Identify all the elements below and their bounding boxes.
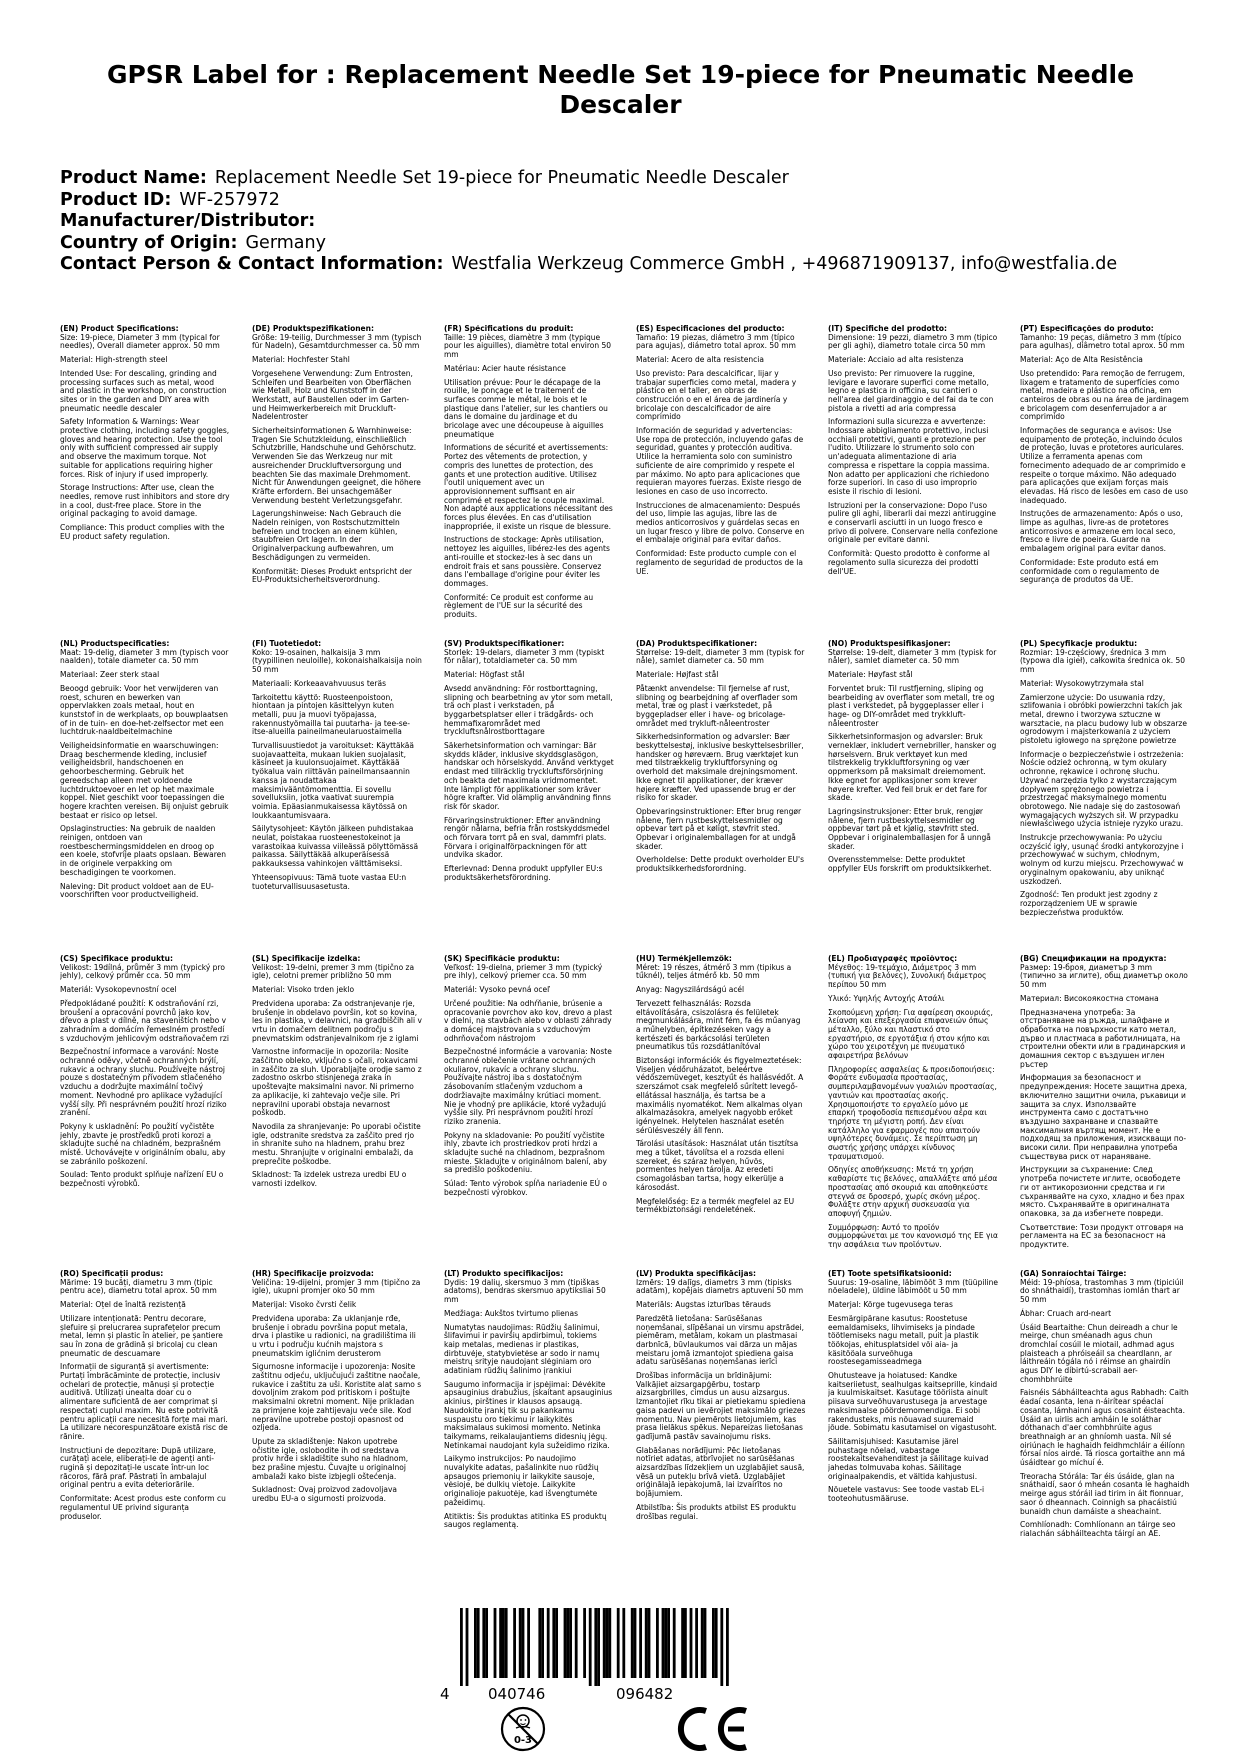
spec-heading: (RO) Specificații produs: xyxy=(60,1270,164,1278)
spec-paragraph: Dydis: 19 dalių, skersmuo 3 mm (tipiškas adatoms), bendras skersmuo apytiksliai 50 mm xyxy=(444,1277,606,1305)
spec-paragraph: Méid: 19-phíosa, trastomhas 3 mm (tipiciúil do shnáthaidí), trastomhas iomlán thart ar 50 mm xyxy=(1020,1277,1184,1305)
spec-paragraph: Materijal: Visoko čvrsti čelik xyxy=(252,1300,357,1310)
spec-paragraph: Anyag: Nagyszilárdságú acél xyxy=(636,985,745,995)
spec-paragraph: Atitiktis: Šis produktas atitinka ES produktų saugos reglamentą. xyxy=(444,1511,607,1530)
spec-column xyxy=(252,640,422,922)
spec-column xyxy=(60,1270,230,1544)
barcode-bar xyxy=(667,1608,670,1678)
spec-column xyxy=(252,955,422,1255)
spec-paragraph: Utilisation prévue: Pour le décapage de la rouille, le ponçage et le traitement de surfaces comme le métal, le bois et le plastique dans l'atelier, sur les chantiers ou dans le domaine du jardinage et du bricolage avec une découpeuse à aiguilles pneumatique xyxy=(444,377,608,439)
spec-paragraph: Materiał: Wysokowytrzymała stal xyxy=(1020,678,1144,688)
spec-paragraph: Conformité: Ce produit est conforme au règlement de l'UE sur la sécurité des produits. xyxy=(444,592,594,620)
barcode-bar xyxy=(701,1608,704,1678)
spec-paragraph: Μέγεθος: 19-τεμάχιο, Διάμετρος 3 mm (τυπική για βελόνες), Συνολική διάμετρος περίπου 50 mm xyxy=(828,962,987,990)
barcode-bar xyxy=(466,1608,469,1686)
spec-column xyxy=(636,1270,806,1544)
product-id-value: WF-257972 xyxy=(179,189,280,210)
barcode-bars xyxy=(460,1608,740,1688)
spec-paragraph: Tamaño: 19 piezas, diámetro 3 mm (típico para agujas), diámetro total aprox. 50 mm xyxy=(636,332,796,351)
manufacturer-row xyxy=(60,211,1190,233)
barcode-bar xyxy=(485,1608,488,1678)
spec-paragraph: Ábhar: Cruach ard-neart xyxy=(1020,1308,1112,1318)
spec-paragraph: Informazioni sulla sicurezza e avvertenze: Indossare abbigliamento protettivo, inclusi occhiali protettivi, guanti e protezione per l'udito. Utilizzare lo strumento solo con un'adeguata alimentazione di aria compressa e rispettare la coppia massima. Non adatto per applicazioni che richiedono forze superiori. In caso di uso improprio esiste il rischio di lesioni. xyxy=(828,417,990,496)
ean-barcode xyxy=(440,1608,750,1703)
contact-value: Westfalia Werkzeug Commerce GmbH , +496871909137, info@westfalia.de xyxy=(451,254,1118,274)
barcode-bar xyxy=(690,1608,693,1678)
spec-paragraph: Material: Oțel de înaltă rezistență xyxy=(60,1300,186,1310)
spec-column xyxy=(252,325,422,625)
spec-paragraph: Materiāls: Augstas izturības tērauds xyxy=(636,1300,771,1310)
barcode-bar xyxy=(474,1608,477,1678)
spec-column xyxy=(636,640,806,922)
spec-paragraph: Materiale: Acciaio ad alta resistenza xyxy=(828,355,964,365)
spec-paragraph: Säilitamisjuhised: Kasutamise järel puhastage nõelad, vabastage roostekaitsevahenditest ja säilitage kuivad jahedas tolmuvaba kohas. Säilitage originaalpakendis, et vältida kahjustusi. xyxy=(828,1436,989,1481)
spec-paragraph: Materiál: Vysoko pevná oceľ xyxy=(444,985,550,995)
spec-paragraph: Materiale: Høyfast stål xyxy=(828,670,913,680)
spec-paragraph: Intended Use: For descaling, grinding and processing surfaces such as metal, wood and plastic in the workshop, on construction sites or in the garden and DIY area with pneumatic needle descaler xyxy=(60,368,227,413)
spec-paragraph: Faisnéis Sábháilteachta agus Rabhadh: Caith éadaí cosanta, lena n-áirítear spéaclaí cosanta, lámhainní agus cosaint éisteachta. Úsáid an uirlis ach amháin le soláthar dóthanach d'aer comhbhrúite agus breathnaigh ar an ghníomh uasta. Níl sé oiriúnach le haghaidh feidhmchláir a éilíonn fórsaí níos airde. Tá riosca gortaithe ann má úsáidtear go míchuí é. xyxy=(1020,1388,1189,1468)
spec-paragraph: Tamanho: 19 peças, diâmetro 3 mm (típico para agulhas), diâmetro total aprox. 50 mm xyxy=(1020,332,1185,351)
spec-heading: (IT) Specifiche del prodotto: xyxy=(828,325,947,333)
spec-heading: (EL) Προδιαγραφές προϊόντος: xyxy=(828,955,958,963)
spec-column xyxy=(1020,325,1190,625)
spec-paragraph: Forventet bruk: Til rustfjerning, sliping og bearbeiding av overflater som metall, tre og plast i verkstedet, på byggeplasser eller i hage- og DIY-området med trykkluft-nåleentroster xyxy=(828,683,995,728)
spec-column xyxy=(60,640,230,922)
spec-paragraph: Materjal: Kõrge tugevusega teras xyxy=(828,1300,953,1310)
spec-paragraph: Vorgesehene Verwendung: Zum Entrosten, Schleifen und Bearbeiten von Oberflächen wie Metall, Holz und Kunststoff in der Werkstatt, auf Baustellen oder im Garten- und Heimwerkerbereich mit Druckluft-Nadelentroster xyxy=(252,368,413,422)
spec-heading: (FI) Tuotetiedot: xyxy=(252,640,322,648)
spec-paragraph: Materiál: Vysokopevnostní ocel xyxy=(60,985,177,995)
spec-column xyxy=(828,955,998,1255)
spec-paragraph: Méret: 19 részes, átmérő 3 mm (tipikus a tűknél), teljes átmérő kb. 50 mm xyxy=(636,962,792,981)
spec-paragraph: Biztonsági információk és figyelmeztetések: Viseljen védőruházatot, beleértve védőszemüveget, kesztyűt és hallásvédőt. A szerszámot csak megfelelő sűrített levegő-ellátással használja, és tartsa be a maximális nyomatékot. Nem alkalmas olyan alkalmazásokra, amelyek nagyobb erőket igényelnek. Helytelen használat esetén sérülésveszély áll fenn. xyxy=(636,1056,804,1135)
country-row xyxy=(60,233,1190,255)
spec-paragraph: Veiligheidsinformatie en waarschuwingen: Draag beschermende kleding, inclusief veiligheidsbril, handschoenen en gehoorbescherming. Gebruik het gereedschap alleen met voldoende luchtdruktoevoer en let op het maximale koppel. Niet geschikt voor toepassingen die hogere krachten vereisen. Bij onjuist gebruik bestaat er risico op letsel. xyxy=(60,741,229,820)
spec-paragraph: Lagerungshinweise: Nach Gebrauch die Nadeln reinigen, von Rostschutzmitteln befreien und trocken an einem kühlen, staubfreien Ort lagern. In der Originalverpackung aufbewahren, um Beschädigungen zu vermeiden. xyxy=(252,509,402,562)
barcode-bar xyxy=(631,1608,634,1678)
spec-paragraph: Izmērs: 19 daļīgs, diametrs 3 mm (tipisks adatām), kopējais diametrs aptuveni 50 mm xyxy=(636,1277,804,1296)
spec-paragraph: Skladnost: Ta izdelek ustreza uredbi EU o varnosti izdelkov. xyxy=(252,1170,407,1189)
spec-paragraph: Инструкции за съхранение: След употреба почистете иглите, освободете ги от антикорозионни средства и ги съхранявайте на сухо, хладно и без прах място. Съхранявайте в оригиналната опаковка, за да избегнете повреди. xyxy=(1020,1165,1185,1218)
spec-paragraph: Maat: 19-delig, diameter 3 mm (typisch voor naalden), totale diameter ca. 50 mm xyxy=(60,647,229,666)
spec-paragraph: Súlad: Tento výrobok spĺňa nariadenie EÚ o bezpečnosti výrobkov. xyxy=(444,1179,607,1197)
spec-paragraph: Upute za skladištenje: Nakon upotrebe očistite igle, oslobodite ih od sredstava protiv hrđe i skladištite suho na hladnom, bez prašine mjestu. Čuvajte u originalnoj ambalaži kako biste izbjegli oštećenja. xyxy=(252,1436,409,1481)
spec-heading: (ES) Especificaciones del producto: xyxy=(636,325,785,333)
compliance-icons xyxy=(500,1706,760,1754)
barcode-bar xyxy=(684,1608,687,1678)
barcode-bar xyxy=(704,1608,707,1678)
contact-row xyxy=(60,254,1190,276)
spec-paragraph: Materiaali: Korkeaavahvuusus teräs xyxy=(252,678,386,688)
barcode-bar xyxy=(505,1608,508,1678)
barcode-group-2: 096482 xyxy=(616,1685,674,1703)
product-name-value: Replacement Needle Set 19-piece for Pneumatic Needle Descaler xyxy=(214,168,789,188)
spec-heading: (NO) Produktspesifikasjoner: xyxy=(828,640,951,648)
spec-heading: (NL) Productspecificaties: xyxy=(60,640,170,648)
spec-paragraph: Instrukcje przechowywania: Po użyciu oczyścić igły, usunąć środki antykorozyjne i przechowywać w suchym, chłodnym, wolnym od kurzu miejscu. Przechowywać w oryginalnym opakowaniu, aby uniknąć uszkodzeń. xyxy=(1020,833,1184,886)
spec-paragraph: Navodila za shranjevanje: Po uporabi očistite igle, odstranite sredstva za zaščito pred rjo in shranite suho na hladnem, prahu brez mestu. Shranjujte v originalni embalaži, da preprečite poškodbe. xyxy=(252,1121,421,1166)
spec-paragraph: Pokyny na skladovanie: Po použití vyčistite ihly, zbavte ich prostriedkov proti hrdzi a skladujte suché na chladnom, bezprašnom mieste. Skladujte v originálnom balení, aby sa predišlo poškodeniu. xyxy=(444,1130,607,1175)
spec-paragraph: Laikymo instrukcijos: Po naudojimo nuvalykite adatas, pašalinkite nuo rūdžių apsaugos priemonių ir laikykite sausoje, vėsioje, be dulkių vietoje. Laikykite originalioje pakuotėje, kad išvengtumėte pažeidimų. xyxy=(444,1454,599,1507)
spec-paragraph: Beoogd gebruik: Voor het verwijderen van roest, schuren en bewerken van oppervlakken zoals metaal, hout en kunststof in de werkplaats, op bouwplaatsen of in de tuin- en doe-het-zelfsector met een luchtdruk-naaldbeitelmachine xyxy=(60,683,228,737)
spec-paragraph: Size: 19-piece, Diameter 3 mm (typical for needles), Overall diameter approx. 50 mm xyxy=(60,332,220,351)
country-value: Germany xyxy=(245,232,326,253)
barcode-group-1: 040746 xyxy=(488,1685,546,1703)
spec-paragraph: Sikkerhetsinformasjon og advarsler: Bruk verneklær, inkludert vernebriller, hansker og hørselsvern. Bruk verktøyet kun med tilstrekkelig trykkluftforsyning og vær oppmerksom på maksimalt dreiemoment. Ikke egnet for applikasjoner som krever høyere krefter. Ved feil bruk er det fare for skade. xyxy=(828,732,997,803)
spec-paragraph: Bezpečnostní informace a varování: Noste ochranné oděvy, včetně ochranných brýlí, rukavic a ochrany sluchu. Používejte nástroj pouze s dostatečným přívodem stlačeného vzduchu a dodržujte maximální točivý moment. Nevhodné pro aplikace vyžadující vyšší síly. Při nesprávném použití hrozí riziko zranění. xyxy=(60,1047,227,1118)
spec-paragraph: Tárolási utasítások: Használat után tisztítsa meg a tűket, távolítsa el a rozsda elleni szereket, és száraz helyen, hűvös, pormentes helyen tárolja. Az eredeti csomagolásban tartsa, hogy elkerülje a károsodást. xyxy=(636,1139,799,1192)
spec-paragraph: Matériau: Acier haute résistance xyxy=(444,363,566,373)
spec-paragraph: Varnostne informacije in opozorila: Nosite zaščitno obleko, vključno s očali, rokavicami in zaščito za sluh. Uporabljajte orodje samo z zadostno oskrbo stisnjenega zraka in upoštevajte maksimalni navor. Ni primerno za aplikacije, ki zahtevajo večje sile. Pri nepravilni uporabi obstaja nevarnost poškodb. xyxy=(252,1047,422,1118)
barcode-bar xyxy=(502,1608,505,1678)
spec-paragraph: Informații de siguranță și avertismente: Purtați îmbrăcăminte de protecție, inclusiv ochelari de protecție, mănuși și protecție auditivă. Utilizați unealta doar cu o alimentare suficientă de aer comprimat și respectați cuplul maxim. Nu este potrivită pentru aplicații care necesită forțe mai mari. La utilizare necorespunzătoare există risc de rănire. xyxy=(60,1362,228,1441)
spec-paragraph: Velikost: 19dílná, průměr 3 mm (typický pro jehly), celkový průměr cca. 50 mm xyxy=(60,962,225,981)
spec-paragraph: Predvidena uporaba: Za odstranjevanje rje, brušenje in obdelavo površin, kot so kovina, les in plastika, v delavnici, na gradbiščih ali v vrtu in domačem delitnem področju s pnevmatskim odstranjevalnikom rje z iglami xyxy=(252,998,422,1043)
spec-paragraph: Tarkoitettu käyttö: Ruosteenpoistoon, hiontaan ja pintojen käsittelyyn kuten metalli, puu ja muovi työpajassa, rakennustyömailla tai puutarha- ja tee-se-itse-alueilla paineilmaneularuostaimella xyxy=(252,692,411,737)
spec-column xyxy=(252,1270,422,1544)
spec-paragraph: Turvallisuustiedot ja varoitukset: Käyttäkää suojavaatteita, mukaan lukien suojalasit, käsineet ja kuulonsuojaimet. Käyttäkää työkalua vain riittävän paineilmansaannin kanssa ja noudattakaa maksimivääntömomenttia. Ei sovellu sovelluksiin, jotka vaativat suurempia voimia. Epäasianmukaisessa käytössä on loukkaantumisvaara. xyxy=(252,741,415,820)
spec-heading: (ET) Toote spetsifikatsioonid: xyxy=(828,1270,952,1278)
spec-paragraph: Saugumo informacija ir įspėjimai: Dėvėkite apsauginius drabužius, įskaitant apsauginius akinius, pirštines ir klausos apsaugą. Naudokite įrankį tik su pakankamu suspaustu oro tiekimu ir laikykitės maksimalaus sukimosi momento. Netinka taikymams, reikalaujantiems didesnių jėgų. Netinkamai naudojant kyla sužeidimo rizika. xyxy=(444,1379,613,1450)
spec-paragraph: Σκοπούμενη χρήση: Για αφαίρεση σκουριάς, λείανση και επεξεργασία επιφανειών όπως μέταλλο, ξύλο και πλαστικό στο εργαστήριο, σε εργοτάξια ή στον κήπο και χώρο του χειροτέχνη με πνευματικό αφαιρετήρα βελόνων xyxy=(828,1007,993,1061)
spec-paragraph: Uso previsto: Per rimuovere la ruggine, levigare e lavorare superfici come metallo, legno e plastica in officina, su cantieri o nell'area del giardinaggio e del fai da te con pistola a rivetti ad aria compressa xyxy=(828,368,994,413)
spec-paragraph: Informacje o bezpieczeństwie i ostrzeżenia: Noście odzież ochronną, w tym okulary ochronne, rękawice i ochronę słuchu. Używać narzędzia tylko z wystarczającym dopływem sprężonego powietrza i przestrzegać maksymalnego momentu obrotowego. Nie nadaje się do zastosowań wymagających wyższych sił. W przypadku niewłaściwego użycia istnieje ryzyko urazu. xyxy=(1020,749,1184,829)
spec-paragraph: Veličina: 19-dijelni, promjer 3 mm (tipično za igle), ukupni promjer oko 50 mm xyxy=(252,1277,421,1296)
spec-paragraph: Información de seguridad y advertencias: Use ropa de protección, incluyendo gafas de seguridad, guantes y protección auditiva. Utilice la herramienta solo con suministro suficiente de aire comprimido y respete el par máximo. No apto para aplicaciones que requieran mayores fuerzas. Existe riesgo de lesiones en caso de uso incorrecto. xyxy=(636,426,804,496)
barcode-bar xyxy=(519,1608,522,1678)
spec-paragraph: Instruções de armazenamento: Após o uso, limpe as agulhas, livre-as de protetores anticorrosivos e armazene em local seco, fresco e livre de poeira. Guarde na embalagem original para evitar danos. xyxy=(1020,509,1183,554)
spec-paragraph: Soulad: Tento produkt splňuje nařízení EU o bezpečnosti výrobků. xyxy=(60,1170,224,1189)
spec-column xyxy=(1020,955,1190,1255)
spec-heading: (SV) Produktspecifikationer: xyxy=(444,640,565,648)
spec-paragraph: Safety Information & Warnings: Wear protective clothing, including safety goggles, gloves and hearing protection. Use the tool only with sufficient compressed air supply and observe the maximum torque. Not suitable for applications requiring higher forces. Risk of injury if used improperly. xyxy=(60,417,230,479)
age-range-text: 0-3 xyxy=(513,1735,533,1746)
barcode-bar xyxy=(664,1608,667,1678)
spec-paragraph: Rozmiar: 19-częściowy, średnica 3 mm (typowa dla igieł), całkowita średnica ok. 50 mm xyxy=(1020,647,1185,675)
spec-paragraph: Συμμόρφωση: Αυτό το προϊόν συμμορφώνεται με τον κανονισμό της ΕΕ για την ασφάλεια των προϊόντων. xyxy=(828,1222,998,1250)
not-suitable-for-children-0-3-icon xyxy=(500,1706,546,1752)
spec-paragraph: Material: Visoko trden jeklo xyxy=(252,985,355,995)
barcode-bar xyxy=(564,1608,567,1678)
barcode-bar xyxy=(594,1608,597,1686)
spec-heading: (LT) Produkto specifikacijos: xyxy=(444,1270,564,1278)
spec-paragraph: Размер: 19-броя, диаметър 3 mm (типично за иглите), общ диаметър около 50 mm xyxy=(1020,962,1188,990)
spec-heading: (PT) Especificações do produto: xyxy=(1020,325,1154,333)
spec-paragraph: Bezpečnostné informácie a varovania: Noste ochranné oblečenie vrátane ochranných okuliarov, rukavíc a ochrany sluchu. Používajte nástroj iba s dostatočným zásobovaním stlačeným vzduchom a dodržiavajte maximálny krútiaci moment. Nie je vhodný pre aplikácie, ktoré vyžadujú vyššie sily. Pri nesprávnom použití hrozí riziko zranenia. xyxy=(444,1047,612,1126)
spec-column xyxy=(60,955,230,1255)
spec-paragraph: Lagringsinstruksjoner: Etter bruk, rengjør nålene, fjern rustbeskyttelsesmidler og oppbevar tørt på et kjølig, støvfritt sted. Oppbevar i originalemballasjen for å unngå skader. xyxy=(828,806,991,851)
barcode-bar xyxy=(634,1608,637,1678)
barcode-bar xyxy=(460,1608,463,1686)
spec-paragraph: Sicherheitsinformationen & Warnhinweise: Tragen Sie Schutzkleidung, einschließlich Schutzbrille, Handschuhe und Gehörschutz. Verwenden Sie das Werkzeug nur mit ausreichender Druckluftversorgung und beachten Sie das maximale Drehmoment. Nicht für Anwendungen geeignet, die höhere Kräfte erfordern. Bei unsachgemäßer Verwendung besteht Verletzungsgefahr. xyxy=(252,426,421,505)
spec-paragraph: Zgodność: Ten produkt jest zgodny z rozporządzeniem UE w sprawie bezpieczeństwa produktów. xyxy=(1020,890,1158,917)
spec-heading: (LV) Produkta specifikācijas: xyxy=(636,1270,756,1278)
barcode-bar xyxy=(583,1608,586,1678)
spec-paragraph: Numatytas naudojimas: Rūdžių šalinimui, šlifavimui ir paviršių apdirbimui, tokiems kaip metalas, medienas ir plastikas, dirbtuvėje, statybvietėse ar sodo ir namų meistrų srityje naudojant slėginiam oro adatiniam rūdžių šalinimo įrankiui xyxy=(444,1322,600,1376)
barcode-bar xyxy=(547,1608,550,1678)
spec-paragraph: Förvaringsinstruktioner: Efter användning rengör nålarna, befria från rostskyddsmedel och förvara torrt på en sval, dammfri plats. Förvara i originalförpackningen för att undvika skador. xyxy=(444,815,610,860)
spec-paragraph: Säkerhetsinformation och varningar: Bär skydds kläder, inklusive skyddsglasögon, handskar och hörselskydd. Använd verktyget endast med tillräcklig tryckluftsförsörjning och beakta det maximala vridmomentet. Inte lämpligt för applikationer som kräver högre krafter. Vid olämplig användning finns risk för skador. xyxy=(444,741,614,811)
spec-paragraph: Zamierzone użycie: Do usuwania rdzy, szlifowania i obróbki powierzchni takich jak metal, drewno i tworzywa sztuczne w warsztacie, na placu budowy lub w obszarze ogrodowym i majsterkowania z użyciem pistoletu igłowego na sprężone powietrze xyxy=(1020,692,1187,746)
spec-paragraph: Drošības informācija un brīdinājumi: Valkājiet aizsargapģērbu, tostarp aizsargbrilles, cimdus un ausu aizsargus. Izmantojiet rīku tikai ar pietiekamu spiediena gaisa padevi un ievērojiet maksimālo griezes momentu. Nav piemērots lietojumiem, kas prasa lielākus spēkus. Nepareizas lietošanas gadījumā pastāv savainojumu risks. xyxy=(636,1371,806,1441)
spec-heading: (EN) Product Specifications: xyxy=(60,325,179,333)
barcode-bar xyxy=(639,1608,642,1678)
barcode-bar xyxy=(603,1608,606,1678)
spec-paragraph: Treoracha Stórála: Tar éis úsáide, glan na snáthaidí, saor ó mheán cosanta le haghaidh meirge agus stóráil iad tirim in áit fionnuar, saor ó dheannach. Coinnigh sa phacáistiú bunaidh chun damáiste a sheachaint. xyxy=(1020,1471,1190,1516)
spec-paragraph: Предназначена употреба: За отстраняване на ръжда, шлайфане и обработка на повърхности като метал, дърво и пластмаса в работилницата, на строителни обекти или в градинарския и домашния сектор с въздушен иглен ръстер xyxy=(1020,1007,1186,1069)
spec-paragraph: Οδηγίες αποθήκευσης: Μετά τη χρήση καθαρίστε τις βελόνες, απαλλάξτε από μέσα προστασίας από σκουριά και αποθηκεύστε στεγνά σε δροσερό, χωρίς σκόνη μέρος. Φυλάξτε στην αρχική συσκευασία για αποφυγή ζημιών. xyxy=(828,1165,998,1218)
barcode-bar xyxy=(541,1608,544,1678)
barcode-bar xyxy=(527,1608,530,1678)
barcode-bar xyxy=(597,1608,600,1686)
barcode-bar xyxy=(715,1608,718,1678)
label-title: GPSR Label for : Replacement Needle Set 19-piece for Pneumatic Needle Descaler xyxy=(106,60,1135,119)
spec-paragraph: Conformitate: Acest produs este conform cu regulamentul UE privind siguranța produselor. xyxy=(60,1494,226,1521)
spec-paragraph: Pokyny k uskladnění: Po použití vyčistěte jehly, zbavte je prostředků proti korozi a skladujte suché na chladném, bezprašném místě. Uchovávejte v originálním obalu, aby se zabránilo poškození. xyxy=(60,1121,226,1166)
spec-paragraph: Koko: 19-osainen, halkaisija 3 mm (tyypillinen neuloille), kokonaishalkaisija noin 50 mm xyxy=(252,647,422,675)
spec-paragraph: Istruzioni per la conservazione: Dopo l'uso pulire gli aghi, liberarli dai mezzi antiruggine e conservarli asciutti in un luogo fresco e privo di polvere. Conservare nella confezione originale per evitare danni. xyxy=(828,500,998,545)
spec-heading: (HR) Specifikacije proizvoda: xyxy=(252,1270,374,1278)
spec-paragraph: Comhlíonadh: Comhlíonann an táirge seo rialachán sábháilteachta táirgí an AE. xyxy=(1020,1520,1176,1538)
barcode-first-digit: 4 xyxy=(440,1685,450,1703)
barcode-bar xyxy=(656,1608,659,1678)
spec-paragraph: Dimensione: 19 pezzi, diametro 3 mm (tipico per gli aghi), diametro totale circa 50 mm xyxy=(828,332,998,351)
spec-column xyxy=(828,1270,998,1544)
spec-column xyxy=(60,325,230,625)
spec-heading: (DA) Produktspecifikationer: xyxy=(636,640,758,648)
spec-paragraph: Material: High-strength steel xyxy=(60,355,168,365)
spec-column xyxy=(828,640,998,922)
spec-paragraph: Material: Högfast stål xyxy=(444,670,525,680)
spec-paragraph: Opbevaringsinstruktioner: Efter brug rengør nålene, fjern rustbeskyttelsesmidler og opbevar tørt på et køligt, støvfrit sted. Opbevar i originalemballagen for at undgå skader. xyxy=(636,806,802,851)
spec-paragraph: Conformidad: Este producto cumple con el reglamento de seguridad de productos de la UE. xyxy=(636,549,803,576)
spec-paragraph: Størrelse: 19-delt, diameter 3 mm (typisk for nåle), samlet diameter ca. 50 mm xyxy=(636,647,805,666)
spec-heading: (CS) Specifikace produktu: xyxy=(60,955,173,963)
barcode-bar xyxy=(477,1608,480,1678)
spec-paragraph: Glabāšanas norādījumi: Pēc lietošanas notīriet adatas, atbrīvojiet no sarūsēšanas aizsardzības līdzekļiem un uzglabājiet sausā, vēsā un putekļu brīvā vietā. Uzglabājiet oriģinālajā iepakojumā, lai izvairītos no bojājumiem. xyxy=(636,1445,805,1499)
spec-paragraph: Påtænkt anvendelse: Til fjernelse af rust, slibning og bearbejdning af overflader som metal, træ og plast i værkstedet, på byggepladser eller i have- og bricolage-området med trykluft-nåleentroster xyxy=(636,683,798,728)
spec-heading: (BG) Спецификации на продукта: xyxy=(1020,955,1167,963)
spec-paragraph: Mărime: 19 bucăți, diametru 3 mm (tipic pentru ace), diametru total aprox. 50 mm xyxy=(60,1277,217,1296)
spec-paragraph: Størrelse: 19-delt, diameter 3 mm (typisk for nåler), samlet diameter ca. 50 mm xyxy=(828,647,997,666)
spec-paragraph: Storage Instructions: After use, clean the needles, remove rust inhibitors and store dry in a cool, dust-free place. Store in the original packaging to avoid damage. xyxy=(60,483,230,519)
barcode-bar xyxy=(606,1608,609,1678)
spec-paragraph: Materiale: Højfast stål xyxy=(636,670,719,680)
barcode-bar xyxy=(482,1608,485,1678)
spec-paragraph: Uso previsto: Para descalcificar, lijar y trabajar superficies como metal, madera y plástico en el taller, en obras de construcción o en el área de jardinería y bricolaje con descalcificador de aire comprimido xyxy=(636,368,797,422)
product-id-row xyxy=(60,190,1190,212)
spec-heading: (PL) Specyfikacje produktu: xyxy=(1020,640,1138,648)
spec-paragraph: Tervezett felhasználás: Rozsda eltávolítására, csiszolásra és felületek megmunkálására, mint fém, fa és műanyag a műhelyben, építkezéseken vagy a kertészeti és barkácsolási területen pneumatikus tűs rozsdátlanítóval xyxy=(636,998,801,1052)
product-info xyxy=(60,168,1190,276)
spec-paragraph: Material: Hochfester Stahl xyxy=(252,355,350,365)
spec-heading: (SL) Specifikacije izdelka: xyxy=(252,955,361,963)
spec-heading: (GA) Sonraíochtaí Táirge: xyxy=(1020,1270,1127,1278)
spec-column xyxy=(1020,1270,1190,1544)
barcode-bar xyxy=(720,1608,723,1686)
spec-paragraph: Материал: Високоякостна стомана xyxy=(1020,993,1159,1003)
spec-paragraph: Určené použitie: Na odhŕňanie, brúsenie a opracovanie povrchov ako kov, drevo a plast v dielni, na stavbách alebo v oblasti záhrady a domácej majstrovania s vzduchovým odhrňovačom nástrojom xyxy=(444,998,613,1043)
barcode-bar xyxy=(494,1608,497,1678)
spec-paragraph: Instrucțiuni de depozitare: După utilizare, curățați acele, eliberați-le de agenți anti-rugină și depozitați-le uscate într-un loc răcoros, fără praf. Păstrați în ambalajul original pentru a evita deteriorările. xyxy=(60,1445,216,1490)
spec-paragraph: Material: Acero de alta resistencia xyxy=(636,355,764,365)
spec-paragraph: Paredzētā lietošana: Sarūsēšanas noņemšanai, slīpēšanai un virsmu apstrādei, piemēram, metālam, kokam un plastmasai darbnīcā, būvlaukumos vai dārza un mājas meistaru jomā izmantojot spiediena gaisa adatu sarūsēšanas noņemšanas ierīci xyxy=(636,1313,805,1367)
spec-paragraph: Overensstemmelse: Dette produktet oppfyller EUs forskrift om produktsikkerhet. xyxy=(828,855,992,874)
barcode-bar xyxy=(695,1608,698,1678)
barcode-bar xyxy=(726,1608,729,1686)
spec-column xyxy=(636,955,806,1255)
spec-column xyxy=(636,325,806,625)
spec-paragraph: Eesmärgipärane kasutus: Roostetuse eemaldamiseks, lihvimiseks ja pindade töötlemiseks nagu metall, puit ja plastik töökojas, ehitusplatsidel või aia- ja käsitööala surveõhuga roostesegamisseadmega xyxy=(828,1313,979,1367)
barcode-bar xyxy=(712,1608,715,1678)
spec-paragraph: Instrucciones de almacenamiento: Después del uso, limpie las agujas, libre las de medios anticorrosivos y guárdelas secas en un lugar fresco y libre de polvo. Conserve en el embalaje original para evitar daños. xyxy=(636,500,805,545)
spec-paragraph: Megfelelőség: Ez a termék megfelel az EU termékbiztonsági rendeletének. xyxy=(636,1196,795,1215)
spec-column xyxy=(444,955,614,1255)
spec-paragraph: Opslaginstructies: Na gebruik de naalden reinigen, ontdoen van roestbeschermingsmiddelen en droog op een koele, stofvrije plaats opslaan. Bewaren in de originele verpakking om beschadigingen te voorkomen. xyxy=(60,824,226,877)
spec-paragraph: Materiaal: Zeer sterk staal xyxy=(60,670,160,680)
spec-paragraph: Съответствие: Този продукт отговаря на регламента на ЕС за безопасност на продуктите. xyxy=(1020,1222,1184,1250)
spec-row-3 xyxy=(60,955,1190,1255)
barcode-bar xyxy=(569,1608,572,1678)
spec-row-4 xyxy=(60,1270,1190,1544)
barcode-bar xyxy=(513,1608,516,1678)
barcode-bar xyxy=(552,1608,555,1678)
spec-paragraph: Информация за безопасност и предупреждения: Носете защитна дреха, включително защитни очила, ръкавици и защита за слух. Използвайте инструмента само с достатъчно въздушно захранване и спазвайте максималния въртящ момент. Не е подходящ за приложения, изискващи по-високи сили. При неправилна употреба съществува риск от нараняване. xyxy=(1020,1073,1188,1161)
spec-paragraph: Instructions de stockage: Après utilisation, nettoyez les aiguilles, libérez-les des agents anti-rouille et stockez-les à sec dans un endroit frais et sans poussière. Conservez dans l'emballage d'origine pour éviter les dommages. xyxy=(444,535,610,588)
barcode-bar xyxy=(673,1608,676,1678)
spec-paragraph: Konformität: Dieses Produkt entspricht der EU-Produktsicherheitsverordnung. xyxy=(252,566,413,585)
spec-paragraph: Veľkosť: 19-dielna, priemer 3 mm (typický pre ihly), celkový priemer cca. 50 mm xyxy=(444,962,603,981)
ce-mark-icon xyxy=(670,1706,750,1752)
spec-paragraph: Informações de segurança e avisos: Use equipamento de proteção, incluindo óculos de proteção, luvas e protetores auriculares. Utilize a ferramenta apenas com fornecimento adequado de ar comprimido e respeite o torque máximo. Não adequado para aplicações que exijam forças mais elevadas. Há risco de lesões em caso de uso inadequado. xyxy=(1020,426,1188,505)
barcode-bar xyxy=(589,1608,592,1686)
spec-paragraph: Overholdelse: Dette produkt overholder EU's produktsikkerhedsforordning. xyxy=(636,855,805,874)
spec-column xyxy=(444,325,614,625)
spec-column xyxy=(444,1270,614,1544)
spec-paragraph: Velikost: 19-delni, premer 3 mm (tipično za igle), celotni premer približno 50 mm xyxy=(252,962,415,981)
spec-heading: (SK) Špecifikácie produktu: xyxy=(444,955,560,963)
spec-paragraph: Compliance: This product complies with the EU product safety regulation. xyxy=(60,523,225,541)
spec-paragraph: Yhteensopivuus: Tämä tuote vastaa EU:n tuoteturvallisuusasetusta. xyxy=(252,872,407,891)
spec-row-1 xyxy=(60,325,1190,625)
barcode-bar xyxy=(555,1608,558,1678)
spec-paragraph: Predviđena uporaba: Za uklanjanje rđe, brušenje i obradu površina poput metala, drva i plastike u radionici, na gradilištima ili u vrtu i području kućnih majstora s pneumatskim iglićnim derusterom xyxy=(252,1313,416,1358)
spec-paragraph: Informations de sécurité et avertissements: Portez des vêtements de protection, y compris des lunettes de protection, des gants et une protection auditive. Utilisez l'outil uniquement avec un approvisionnement suffisant en air comprimé et respectez le couple maximal. Non adapté aux applications nécessitant des forces plus élevées. En cas d'utilisation inappropriée, il existe un risque de blessure. xyxy=(444,443,613,531)
manufacturer-label: Manufacturer/Distributor: xyxy=(60,211,316,231)
spec-paragraph: Předpokládané použití: K odstraňování rzi, broušení a opracování povrchů jako kov, dřevo a plast v dílně, na staveništích nebo v zahradním a domácím řemeslném prostředí s vzduchovým jehlicovým odstraňovačem rzi xyxy=(60,998,229,1043)
spec-paragraph: Utilizare intenționată: Pentru decorare, șlefuire și prelucrarea suprafețelor precum metal, lemn și plastic în atelier, pe șantiere sau în zona de grădină și bricolaj cu clean pneumatic de descuamare xyxy=(60,1313,223,1358)
spec-paragraph: Nõuetele vastavus: See toode vastab EL-i tooteohutusmääruse. xyxy=(828,1485,985,1504)
barcode-bar xyxy=(575,1608,578,1678)
spec-paragraph: Atbilstība: Šis produkts atbilst ES produktu drošības regulai. xyxy=(636,1502,796,1521)
spec-paragraph: Efterlevnad: Denna produkt uppfyller EU:s produktsäkerhetsförordning. xyxy=(444,864,603,882)
barcode-bar xyxy=(645,1608,648,1678)
product-name-label: Product Name: xyxy=(60,168,207,188)
spec-paragraph: Πληροφορίες ασφαλείας & προειδοποιήσεις: Φοράτε ενδυμασία προστασίας, συμπεριλαμβανομένων γυαλιών προστασίας, γαντιών και προστασίας ακοής. Χρησιμοποιήστε το εργαλείο μόνο με επαρκή τροφοδοσία πεπιεσμένου αέρα και τηρήστε τη μέγιστη ροπή. Δεν είναι κατάλληλο για εφαρμογές που απαιτούν υψηλότερες δυνάμεις. Σε περίπτωση μη σωστής χρήσης υπάρχει κίνδυνος τραυματισμού. xyxy=(828,1064,997,1161)
spec-paragraph: Conformidade: Este produto está em conformidade com o regulamento de segurança de produtos da UE. xyxy=(1020,557,1160,585)
spec-column xyxy=(828,325,998,625)
spec-paragraph: Úsáid Beartaithe: Chun deireadh a chur le meirge, chun sméanadh agus chun dromchlaí cosúil le miotail, adhmad agus plaisteach a phróiseáil sa cheardlann, ar láithreáin tógála nó i réimse an ghairdín agus DIY le díbirtú-scrabail aer-chomhbhrúite xyxy=(1020,1322,1178,1384)
spec-paragraph: Größe: 19-teilig, Durchmesser 3 mm (typisch für Nadeln), Gesamtdurchmesser ca. 50 mm xyxy=(252,332,422,351)
barcode-bar xyxy=(622,1608,625,1678)
spec-column xyxy=(444,640,614,922)
spec-paragraph: Säilytysohjeet: Käytön jälkeen puhdistakaa neulat, poistakaa ruosteenestokeinot ja varastoikaa kuivassa viileässä pölyttömässä paikassa. Säilyttäkää alkuperäisessä pakkauksessa vahinkojen välttämiseksi. xyxy=(252,824,419,869)
spec-heading: (FR) Spécifications du produit: xyxy=(444,325,574,333)
barcode-bar xyxy=(681,1608,684,1678)
barcode-bar xyxy=(648,1608,651,1678)
spec-heading: (DE) Produktspezifikationen: xyxy=(252,325,374,333)
spec-paragraph: Avsedd användning: För rostborttagning, slipning och bearbetning av ytor som metall, trä och plast i verkstaden, på byggarbetsplatser eller i trädgårds- och hemmafixarområdet med tryckluftsnålrostborttagare xyxy=(444,683,613,737)
spec-paragraph: Conformità: Questo prodotto è conforme al regolamento sulla sicurezza dei prodotti dell'UE. xyxy=(828,549,990,576)
barcode-bar xyxy=(566,1608,569,1678)
spec-paragraph: Medžiaga: Aukštos tvirtumo plienas xyxy=(444,1308,579,1318)
spec-heading: (HU) Termékjellemzők: xyxy=(636,955,732,963)
barcode-bar xyxy=(617,1608,620,1678)
contact-label: Contact Person & Contact Information: xyxy=(60,254,444,274)
barcode-bar xyxy=(538,1608,541,1678)
spec-paragraph: Sukladnost: Ovaj proizvod zadovoljava uredbu EU-a o sigurnosti proizvoda. xyxy=(252,1485,397,1504)
spec-paragraph: Uso pretendido: Para remoção de ferrugem, lixagem e tratamento de superfícies como metal, madeira e plástico na oficina, em canteiros de obras ou na área de jardinagem e bricolagem com desenferrujador a ar comprimido xyxy=(1020,368,1189,422)
product-name-row xyxy=(60,168,1190,190)
spec-paragraph: Ohutusteave ja hoiatused: Kandke kaitseriietust, sealhulgas kaitseprille, kindaid ja kuulmiskaitset. Kasutage tööriista ainult piisava surveõhuvarustusega ja arvestage maksimaalse pöördemomendiga. Ei sobi rakendusteks, mis nõuavad suuremaid jõude. Sobimatu kasutamisel on vigastusoht. xyxy=(828,1371,998,1433)
barcode-bar xyxy=(608,1608,611,1678)
barcode-bar xyxy=(662,1608,665,1678)
spec-paragraph: Sigurnosne informacije i upozorenja: Nosite zaštitnu odjeću, uključujući zaštitne naočale, rukavice i zaštitu za uši. Koristite alat samo s dovoljnim zrakom pod pritiskom i poštujte maksimalni okretni moment. Nije prikladan za primjene koje zahtijevaju veće sile. Kod nepravilne upotrebe postoji opasnost od ozljeda. xyxy=(252,1362,422,1433)
spec-paragraph: Naleving: Dit product voldoet aan de EU-voorschriften voor productveiligheid. xyxy=(60,881,214,900)
spec-row-2 xyxy=(60,640,1190,922)
barcode-bar xyxy=(499,1608,502,1678)
spec-paragraph: Υλικό: Υψηλής Αντοχής Ατσάλι xyxy=(828,993,945,1003)
spec-paragraph: Material: Aço de Alta Resistência xyxy=(1020,355,1143,365)
spec-paragraph: Taille: 19 pièces, diamètre 3 mm (typique pour les aiguilles), diamètre total environ 50 mm xyxy=(444,332,612,360)
country-label: Country of Origin: xyxy=(60,232,238,253)
product-id-label: Product ID: xyxy=(60,189,172,210)
spec-paragraph: Sikkerhedsinformation og advarsler: Bær beskyttelsestøj, inklusive beskyttelsesbriller, handsker og høreværn. Brug værktøjet kun med tilstrækkelig trykluftforsyning og overhold det maksimale drejningsmoment. Ikke egnet til applikationer, der kræver højere kræfter. Ved upassende brug er der risiko for skader. xyxy=(636,732,804,803)
spec-paragraph: Suurus: 19-osaline, läbimõõt 3 mm (tüüpiline nõeladele), üldine läbimõõt u 50 mm xyxy=(828,1277,998,1296)
barcode-bar xyxy=(522,1608,525,1678)
spec-column xyxy=(1020,640,1190,922)
spec-paragraph: Storlek: 19-delars, diameter 3 mm (typiskt för nålar), totaldiameter ca. 50 mm xyxy=(444,647,605,666)
